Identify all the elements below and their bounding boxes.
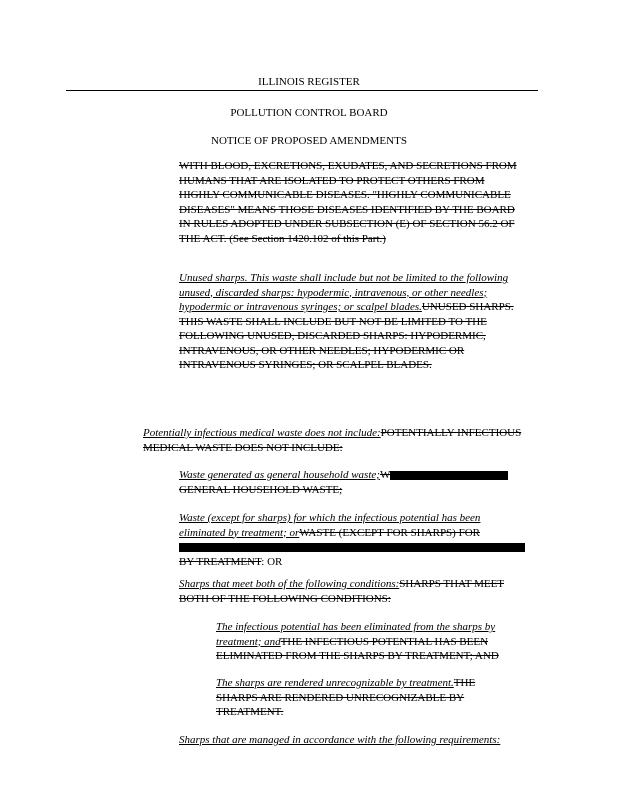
deleted-text: WASTE (EXCEPT FOR SHARPS) FOR	[299, 526, 480, 539]
sharps-conditions-item	[179, 577, 529, 606]
household-waste-item	[179, 468, 539, 497]
register-header: ILLINOIS REGISTER	[258, 76, 360, 88]
managed-sharps-item	[179, 733, 554, 748]
redaction-bar	[179, 543, 525, 552]
condition-unrecognizable	[216, 676, 511, 720]
deleted-text: WITH BLOOD, EXCRETIONS, EXUDATES, AND SECRETIONS FROM HUMANS THAT ARE ISOLATED TO PROTECT OTHERS FROM HIGHLY COMMUNICABLE DISEASES. "HIGHLY COMMUNICABLE DISEASES" MEANS THOSE DISEASES IDENTIFIED BY THE BOARD IN RULES ADOPTED UNDER SUBSECTION (E) OF SECTION 56.2 OF THE ACT. (See Section 1420.102 of this Part.)	[179, 160, 517, 245]
deleted-text-end: BY TREATMENT	[179, 555, 262, 568]
added-text: Potentially infectious medical waste does not include:	[143, 427, 381, 439]
deleted-text: UNUSED SHARPS. THIS WASTE SHALL INCLUDE BUT NOT BE LIMITED TO THE FOLLOWING UNUSED, DISCARDED SHARPS: HYPODERMIC, INTRAVENOUS, OR OTHER NEEDLES; HYPODERMIC OR INTRAVENOUS SYRINGES; OR SCALPEL BLADES.	[179, 301, 514, 371]
deleted-isolation-paragraph	[179, 159, 524, 246]
plain-text: : OR	[261, 555, 283, 568]
added-text: The infectious potential has been eliminated from the sharps by treatment; and	[216, 621, 496, 648]
header-rule	[66, 90, 538, 91]
redaction-bar	[390, 471, 508, 480]
unused-sharps-paragraph	[179, 271, 539, 373]
condition-eliminated	[216, 620, 526, 664]
deleted-text: SHARPS THAT MEET BOTH OF THE FOLLOWING CONDITIONS:	[179, 578, 505, 605]
board-name: POLLUTION CONTROL BOARD	[230, 107, 388, 119]
notice-title: NOTICE OF PROPOSED AMENDMENTS	[211, 135, 407, 147]
deleted-text: THE SHARPS ARE RENDERED UNRECOGNIZABLE BY TREATMENT.	[216, 677, 476, 718]
deleted-text-start: W	[379, 469, 391, 481]
added-text: The sharps are rendered unrecognizable by treatment.	[216, 677, 454, 689]
added-text: Waste generated as general household waste;	[179, 469, 380, 481]
added-text: Sharps that are managed in accordance with the following requirements:	[179, 734, 501, 746]
exclusions-intro	[143, 426, 523, 455]
added-text: Sharps that meet both of the following conditions:	[179, 578, 400, 590]
added-text: Waste (except for sharps) for which the infectious potential has been eliminated by treatment; or	[179, 512, 481, 539]
deleted-text-end: GENERAL HOUSEHOLD WASTE;	[179, 483, 343, 496]
deleted-text: THE INFECTIOUS POTENTIAL HAS BEEN ELIMINATED FROM THE SHARPS BY TREATMENT; AND	[216, 635, 499, 662]
deleted-text: POTENTIALLY INFECTIOUS MEDICAL WASTE DOES NOT INCLUDE:	[143, 427, 522, 454]
treated-waste-item	[179, 511, 529, 569]
added-text: Unused sharps. This waste shall include but not be limited to the following unused, discarded sharps: hypodermic, intravenous, or other needles; hypodermic or intravenous syringes; or scalpel blades.	[179, 272, 509, 313]
